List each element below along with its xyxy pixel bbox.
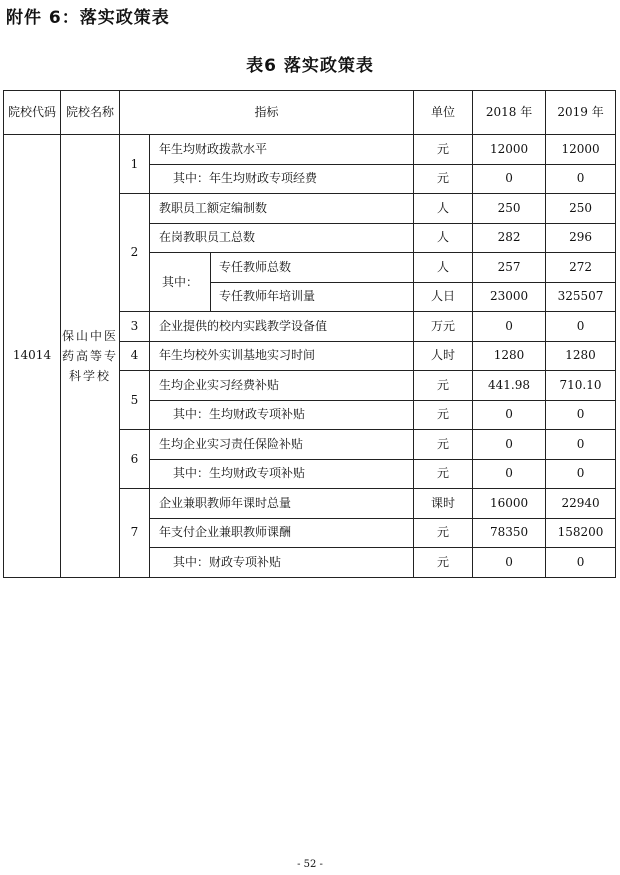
indicator-cell: 在岗教职员工总数: [150, 223, 414, 253]
value-2019-cell: 0: [546, 164, 616, 194]
table-row: [4, 135, 616, 165]
table-title: 表6 落实政策表: [246, 56, 374, 76]
header-school-code: 院校代码: [4, 91, 61, 135]
indicator-cell: 教职员工额定编制数: [150, 194, 414, 224]
value-2018-cell: 282: [473, 223, 546, 253]
value-2019-cell: 250: [546, 194, 616, 224]
value-2018-cell: 0: [473, 164, 546, 194]
value-2018-cell: 1280: [473, 341, 546, 371]
value-2018-cell: 441.98: [473, 371, 546, 401]
value-2018-cell: 78350: [473, 518, 546, 548]
value-2018-cell: 0: [473, 548, 546, 578]
indicator-cell: 年生均校外实训基地实习时间: [150, 341, 414, 371]
indicator-cell: 企业兼职教师年课时总量: [150, 489, 414, 519]
item-number: 2: [120, 194, 150, 312]
header-unit: 单位: [414, 91, 473, 135]
indicator-cell: 年支付企业兼职教师课酬: [150, 518, 414, 548]
item-number: 5: [120, 371, 150, 430]
value-2018-cell: 12000: [473, 135, 546, 165]
unit-cell: 人时: [414, 341, 473, 371]
header-2019: 2019 年: [546, 91, 616, 135]
value-2019-cell: 0: [546, 430, 616, 460]
value-2018-cell: 0: [473, 459, 546, 489]
value-2019-cell: 0: [546, 312, 616, 342]
unit-cell: 元: [414, 135, 473, 165]
indicator-cell: 年生均财政拨款水平: [150, 135, 414, 165]
item-number: 7: [120, 489, 150, 578]
item-number: 4: [120, 341, 150, 371]
item-number: 3: [120, 312, 150, 342]
item-number: 6: [120, 430, 150, 489]
value-2019-cell: 325507: [546, 282, 616, 312]
unit-cell: 万元: [414, 312, 473, 342]
unit-cell: 元: [414, 371, 473, 401]
value-2019-cell: 0: [546, 459, 616, 489]
policy-table: [3, 90, 616, 578]
indicator-cell: 企业提供的校内实践教学设备值: [150, 312, 414, 342]
value-2019-cell: 158200: [546, 518, 616, 548]
attachment-heading: 附件 6：落实政策表: [6, 8, 170, 28]
unit-cell: 人日: [414, 282, 473, 312]
unit-cell: 人: [414, 194, 473, 224]
value-2018-cell: 250: [473, 194, 546, 224]
unit-cell: 人: [414, 223, 473, 253]
value-2019-cell: 0: [546, 548, 616, 578]
value-2018-cell: 16000: [473, 489, 546, 519]
table-header-row: [4, 91, 616, 135]
unit-cell: 元: [414, 164, 473, 194]
value-2018-cell: 257: [473, 253, 546, 283]
unit-cell: 元: [414, 459, 473, 489]
unit-cell: 元: [414, 518, 473, 548]
group-label-cell: 其中：: [150, 253, 211, 312]
indicator-cell: 专任教师年培训量: [211, 282, 414, 312]
page-number: - 52 -: [297, 859, 323, 870]
unit-cell: 元: [414, 400, 473, 430]
school-name-cell: 保山中医药高等专科学校: [61, 135, 120, 578]
value-2019-cell: 296: [546, 223, 616, 253]
indicator-cell: 其中：生均财政专项补贴: [150, 459, 414, 489]
indicator-cell: 其中：财政专项补贴: [150, 548, 414, 578]
unit-cell: 元: [414, 430, 473, 460]
school-code-cell: 14014: [4, 135, 61, 578]
indicator-cell: 生均企业实习责任保险补贴: [150, 430, 414, 460]
value-2019-cell: 710.10: [546, 371, 616, 401]
unit-cell: 元: [414, 548, 473, 578]
indicator-cell: 专任教师总数: [211, 253, 414, 283]
header-2018: 2018 年: [473, 91, 546, 135]
value-2019-cell: 22940: [546, 489, 616, 519]
value-2019-cell: 272: [546, 253, 616, 283]
value-2018-cell: 0: [473, 400, 546, 430]
indicator-cell: 生均企业实习经费补贴: [150, 371, 414, 401]
unit-cell: 人: [414, 253, 473, 283]
value-2019-cell: 1280: [546, 341, 616, 371]
value-2019-cell: 0: [546, 400, 616, 430]
item-number: 1: [120, 135, 150, 194]
value-2019-cell: 12000: [546, 135, 616, 165]
header-indicator: 指标: [120, 91, 414, 135]
indicator-cell: 其中：生均财政专项补贴: [150, 400, 414, 430]
value-2018-cell: 23000: [473, 282, 546, 312]
value-2018-cell: 0: [473, 430, 546, 460]
header-school-name: 院校名称: [61, 91, 120, 135]
indicator-cell: 其中：年生均财政专项经费: [150, 164, 414, 194]
value-2018-cell: 0: [473, 312, 546, 342]
unit-cell: 课时: [414, 489, 473, 519]
